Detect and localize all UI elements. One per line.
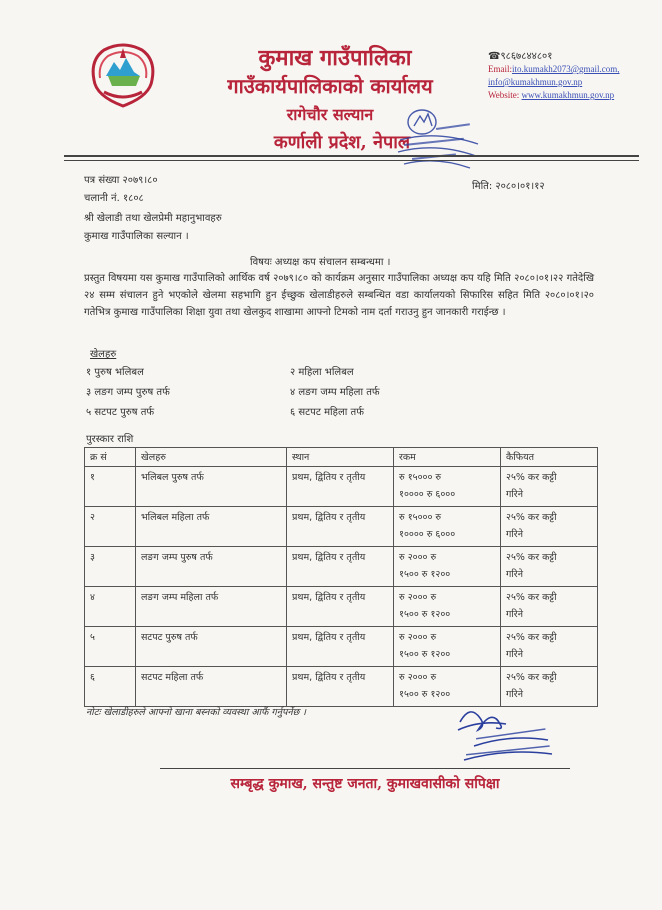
cell-game — [136, 587, 287, 627]
cell-amount-text: रु २००० रु — [399, 632, 437, 643]
cell-amount-text: १५०० रु १२०० — [399, 689, 451, 700]
website-link[interactable]: www.kumakhmun.gov.np — [521, 90, 615, 100]
cell-sn — [85, 507, 136, 547]
reference-number: पत्र संख्या २०७९।८० — [84, 175, 158, 186]
cell-remark-text: गरिने — [506, 529, 523, 540]
prize-table — [84, 447, 598, 707]
website-label: Website: — [488, 90, 520, 100]
recipient-line-1: श्री खेलाडी तथा खेलप्रेमी महानुभावहरु — [84, 213, 222, 224]
cell-amount-text: रु २००० रु — [399, 592, 437, 603]
game-item: ५ सटपट पुरुष तर्फ — [86, 407, 155, 418]
header-divider — [64, 155, 639, 157]
cell-game-text: सटपट महिला तर्फ — [141, 672, 204, 683]
cell-amount — [394, 467, 501, 507]
cell-remark — [501, 507, 598, 547]
cell-place-text: प्रथम, द्वितिय र तृतीय — [292, 472, 366, 483]
signature-image — [440, 700, 560, 768]
column-header: खेलहरु — [136, 448, 287, 467]
cell-place-text: प्रथम, द्वितिय र तृतीय — [292, 512, 366, 523]
cell-amount-text: रु २००० रु — [399, 672, 437, 683]
dispatch-number: चलानी नं. १८०८ — [84, 193, 144, 204]
cell-remark — [501, 627, 598, 667]
office-location: रागेचौर सल्यान — [286, 105, 374, 124]
cell-game-text: भलिबल महिला तर्फ — [141, 512, 210, 523]
column-header: क्र सं — [85, 448, 136, 467]
cell-game — [136, 507, 287, 547]
phone-number: ☎९८६७८४४८०१ — [488, 51, 553, 62]
cell-amount — [394, 587, 501, 627]
cell-place — [287, 627, 394, 667]
cell-sn — [85, 587, 136, 627]
cell-amount — [394, 507, 501, 547]
cell-remark-text: २५% कर कट्टी — [506, 632, 557, 643]
table-row — [85, 467, 598, 507]
email-link[interactable]: ito.kumakh2073@gmail.com, — [512, 64, 620, 74]
cell-remark-text: २५% कर कट्टी — [506, 672, 557, 683]
column-header: रकम — [394, 448, 501, 467]
cell-place-text: प्रथम, द्वितिय र तृतीय — [292, 672, 366, 683]
game-item: १ पुरुष भलिबल — [86, 367, 144, 378]
cell-amount-text: १०००० रु ६००० — [399, 489, 456, 500]
footer-divider — [160, 768, 570, 769]
nepal-emblem-icon — [84, 40, 162, 110]
contact-block — [488, 50, 620, 102]
column-header: कैफियत — [501, 448, 598, 467]
cell-sn-text: ३ — [90, 552, 95, 563]
cell-place — [287, 547, 394, 587]
cell-place-text: प्रथम, द्वितिय र तृतीय — [292, 632, 366, 643]
email-link-2[interactable]: info@kumakhmun.gov.np — [488, 77, 583, 87]
cell-remark-text: २५% कर कट्टी — [506, 592, 557, 603]
cell-sn-text: २ — [90, 512, 95, 523]
cell-place-text: प्रथम, द्वितिय र तृतीय — [292, 552, 366, 563]
cell-game-text: सटपट पुरुष तर्फ — [141, 632, 198, 643]
note-text: नोटः खेलाडीहरुले आफ्नो खाना बस्नको व्यवस्था आफैं गर्नुपर्नेछ । — [86, 707, 306, 718]
letter-date: मिति: २०८०।०१।१२ — [472, 181, 545, 192]
cell-remark — [501, 547, 598, 587]
cell-remark-text: गरिने — [506, 609, 523, 620]
cell-amount-text: रु २००० रु — [399, 552, 437, 563]
footer-motto: सम्बृद्ध कुमाख, सन्तुष्ट जनता, कुमाखवासीको सपिक्षा — [230, 776, 500, 792]
cell-amount-text: रु १५००० रु — [399, 512, 442, 523]
cell-game — [136, 547, 287, 587]
game-item: ४ लङग जम्प महिला तर्फ — [290, 387, 380, 398]
table-row — [85, 507, 598, 547]
cell-remark-text: गरिने — [506, 489, 523, 500]
cell-amount-text: १५०० रु १२०० — [399, 569, 451, 580]
table-row — [85, 627, 598, 667]
cell-place — [287, 507, 394, 547]
game-item: ६ सटपट महिला तर्फ — [290, 407, 364, 418]
cell-remark-text: गरिने — [506, 649, 523, 660]
games-heading: खेलहरु — [90, 349, 117, 360]
cell-place — [287, 667, 394, 707]
cell-sn — [85, 547, 136, 587]
cell-amount-text: रु १५००० रु — [399, 472, 442, 483]
municipality-name: कुमाख गाउँपालिका — [258, 45, 412, 71]
cell-place — [287, 587, 394, 627]
cell-remark-text: २५% कर कट्टी — [506, 512, 557, 523]
cell-amount-text: १०००० रु ६००० — [399, 529, 456, 540]
recipient-line-2: कुमाख गाउँपालिका सल्यान । — [84, 231, 189, 242]
office-name: गाउँकार्यपालिकाको कार्यालय — [227, 74, 433, 98]
cell-sn-text: ५ — [90, 632, 95, 643]
cell-place-text: प्रथम, द्वितिय र तृतीय — [292, 592, 366, 603]
office-seal-stamp — [390, 100, 482, 172]
cell-sn — [85, 467, 136, 507]
cell-amount-text: १५०० रु १२०० — [399, 649, 451, 660]
cell-sn — [85, 627, 136, 667]
cell-game-text: भलिबल पुरुष तर्फ — [141, 472, 204, 483]
column-header: स्थान — [287, 448, 394, 467]
table-row — [85, 587, 598, 627]
cell-place — [287, 467, 394, 507]
prize-heading: पुरस्कार राशि — [86, 434, 134, 445]
cell-sn-text: १ — [90, 472, 95, 483]
cell-remark-text: २५% कर कट्टी — [506, 552, 557, 563]
cell-remark-text: गरिने — [506, 689, 523, 700]
cell-game-text: लङग जम्प पुरुष तर्फ — [141, 552, 213, 563]
cell-sn-text: ४ — [90, 592, 95, 603]
cell-amount — [394, 627, 501, 667]
province-name: कर्णाली प्रदेश, नेपाल — [273, 132, 411, 153]
game-item: ३ लङग जम्प पुरुष तर्फ — [86, 387, 170, 398]
cell-amount-text: १५०० रु १२०० — [399, 609, 451, 620]
cell-remark — [501, 587, 598, 627]
header-divider-thin — [64, 160, 639, 161]
subject-line: विषयः अध्यक्ष कप संचालन सम्बन्धमा । — [250, 257, 391, 268]
email-label: Email: — [488, 64, 512, 74]
body-paragraph: प्रस्तुत विषयमा यस कुमाख गाउँपालिको आर्थिक वर्ष २०७९।८० को कार्यक्रम अनुसार गाउँपालिका अध्यक्ष कप यहि मिति २०८०।०१।२२ गतेदेखि २४ सम्म संचालन हुने भएकोले खेलमा सहभागि हुन ईच्छुक खेलाडीहरुले सम्बन्धित वडा कार्यालयको सिफारिस सहित मिति २०८०।०१।२० गतेभित्र कुमाख गाउँपालिका शिक्षा युवा तथा खेलकुद शाखामा आफ्नो टिमको नाम दर्ता गराउनु हुन जानकारी गराईन्छ । — [84, 273, 594, 318]
cell-game — [136, 627, 287, 667]
table-row — [85, 547, 598, 587]
game-item: २ महिला भलिबल — [290, 367, 354, 378]
cell-amount — [394, 547, 501, 587]
cell-game-text: लङग जम्प महिला तर्फ — [141, 592, 219, 603]
cell-game — [136, 467, 287, 507]
cell-sn — [85, 667, 136, 707]
cell-remark-text: २५% कर कट्टी — [506, 472, 557, 483]
cell-sn-text: ६ — [90, 672, 95, 683]
cell-game — [136, 667, 287, 707]
table-header-row — [85, 448, 598, 467]
cell-remark — [501, 467, 598, 507]
cell-remark-text: गरिने — [506, 569, 523, 580]
